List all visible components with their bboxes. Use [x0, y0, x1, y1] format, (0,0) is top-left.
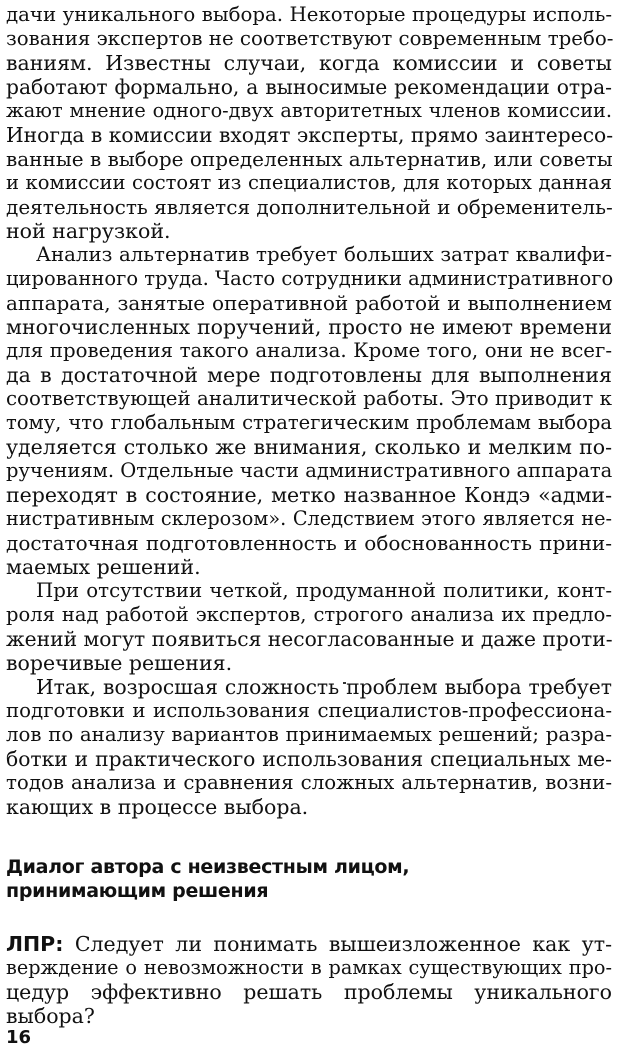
text-line: Анализ альтернатив требует больших затрат квалифи-	[36, 243, 612, 266]
text-line: верждение о невозможности в рамках существующих про-	[6, 956, 612, 979]
text-line: деятельность является дополнительной и обременитель-	[6, 195, 613, 219]
text-line: достаточная подготовленность и обоснованность прини-	[6, 531, 612, 555]
text-line: цированного труда. Часто сотрудники административного	[6, 267, 614, 290]
text-line: уделяется столько же внимания, сколько и мелким по-	[6, 435, 612, 459]
heading-line: принимающим решения	[6, 880, 269, 902]
text-line: кающих в процессе выбора.	[6, 795, 309, 819]
text-line: тодов анализа и сравнения сложных альтернатив, возни-	[6, 771, 612, 794]
text-line: При отсутствии четкой, продуманной политики, конт-	[36, 579, 612, 602]
text-line: Итак, возросшая сложность проблем выбора требует	[36, 675, 612, 699]
text-line: ручениям. Отдельные части административного аппарата	[6, 459, 613, 482]
text-line: жают мнение одного-двух авторитетных членов комиссии.	[6, 99, 612, 122]
text-line: подготовки и использования специалистов-профессиона-	[6, 699, 612, 722]
text-line: ванные в выборе определенных альтернатив, или советы	[6, 147, 613, 171]
text-line: воречивые решения.	[6, 651, 233, 675]
text-line: работают формально, а выносимые рекомендации отра-	[6, 75, 612, 99]
dialog-text: Следует ли понимать вышеизложенное как ут-	[63, 932, 612, 956]
text-line: переходят в состояние, метко названное Кондэ «адми-	[6, 483, 612, 507]
text-line: и комиссии состоят из специалистов, для которых данная	[6, 171, 612, 194]
text-line: роля над работой экспертов, строгого анализа их предло-	[6, 603, 612, 626]
text-line: ботки и практического использования специальных ме-	[6, 747, 612, 771]
text-line: цедур эффективно решать проблемы уникального	[6, 980, 612, 1004]
dialog-first-line	[6, 932, 612, 956]
text-line: жений могут появиться несогласованные и даже проти-	[6, 627, 613, 651]
text-line: соответствующей аналитической работы. Это приводит к	[6, 387, 612, 410]
text-line: нистративным склерозом». Следствием этого является не-	[6, 507, 612, 530]
text-line: выбора?	[6, 1004, 95, 1028]
text-line: тому, что глобальным стратегическим проблемам выбора	[6, 411, 612, 434]
text-line: аппарата, занятые оперативной работой и выполнением	[6, 291, 612, 315]
text-line: маемых решений.	[6, 555, 201, 579]
text-line: Иногда в комиссии входят эксперты, прямо заинтересо-	[6, 123, 614, 147]
text-line: зования экспертов не соответствуют современным требо-	[6, 27, 614, 50]
page-number: 16	[6, 1027, 32, 1048]
text-line: да в достаточной мере подготовлены для выполнения	[6, 363, 612, 387]
text-line: для проведения такого анализа. Кроме того, они не всег-	[6, 339, 612, 362]
text-line: дачи уникального выбора. Некоторые процедуры исполь-	[6, 3, 612, 26]
text-line: ваниям. Известны случаи, когда комиссии и советы	[6, 51, 612, 75]
text-line: лов по анализу вариантов принимаемых решений; разра-	[6, 723, 612, 746]
heading-line: Диалог автора с неизвестным лицом,	[6, 856, 410, 878]
speaker-label: ЛПР:	[6, 932, 64, 956]
text-line: ной нагрузкой.	[6, 219, 171, 243]
text-line: многочисленных поручений, просто не имеют времени	[6, 315, 612, 339]
